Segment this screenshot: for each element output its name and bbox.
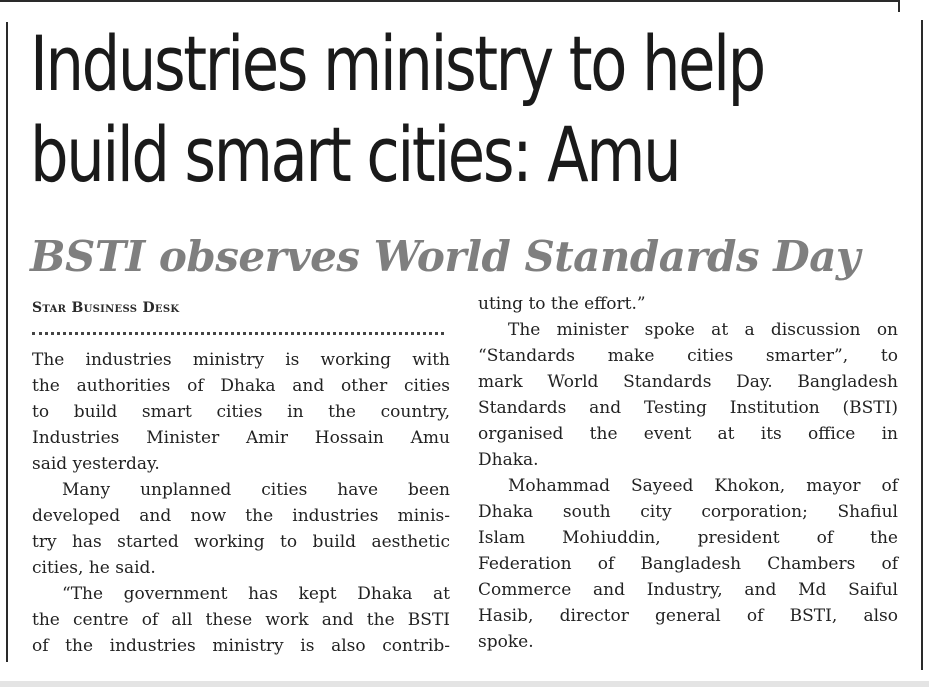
- text-line: try has started working to build aesthetic: [32, 532, 450, 552]
- text-line: said yesterday.: [32, 454, 160, 474]
- text-line: Commerce and Industry, and Md Saiful: [478, 580, 898, 600]
- bottom-edge: [0, 681, 929, 687]
- top-border: [0, 0, 898, 2]
- text-line: the authorities of Dhaka and other cities: [32, 376, 450, 396]
- text-line: Hasib, director general of BSTI, also: [478, 606, 898, 626]
- headline-line-2: build smart cities: Amu: [30, 110, 680, 199]
- text-line: Federation of Bangladesh Chambers of: [478, 554, 898, 574]
- text-line: Standards and Testing Institution (BSTI): [478, 398, 898, 418]
- right-border-outer: [898, 0, 900, 12]
- text-line: the centre of all these work and the BSTI: [32, 610, 450, 630]
- headline: [30, 18, 764, 200]
- text-line: The industries ministry is working with: [32, 350, 450, 370]
- right-border-inner: [921, 20, 923, 670]
- text-line: of the industries ministry is also contrib-: [32, 636, 450, 656]
- text-line: Mohammad Sayeed Khokon, mayor of: [508, 476, 898, 496]
- text-line: mark World Standards Day. Bangladesh: [478, 372, 898, 392]
- text-line: cities, he said.: [32, 558, 156, 578]
- text-line: The minister spoke at a discussion on: [508, 320, 898, 340]
- text-line: “Standards make cities smarter”, to: [478, 346, 898, 366]
- text-line: Many unplanned cities have been: [62, 480, 450, 500]
- text-line: Dhaka south city corporation; Shafiul: [478, 502, 898, 522]
- text-line: developed and now the industries minis-: [32, 506, 450, 526]
- subheadline: BSTI observes World Standards Day: [30, 232, 860, 281]
- article-column-right: [478, 291, 898, 655]
- article-column-left: [32, 347, 450, 659]
- left-border: [6, 22, 8, 662]
- text-line: Dhaka.: [478, 450, 539, 470]
- text-line: Industries Minister Amir Hossain Amu: [32, 428, 450, 448]
- text-line: spoke.: [478, 632, 534, 652]
- text-line: to build smart cities in the country,: [32, 402, 450, 422]
- dotted-divider: [32, 332, 444, 335]
- text-line: Islam Mohiuddin, president of the: [478, 528, 898, 548]
- text-line: “The government has kept Dhaka at: [62, 584, 450, 604]
- text-line: uting to the effort.”: [478, 294, 646, 314]
- byline: Star Business Desk: [32, 300, 180, 316]
- text-line: organised the event at its office in: [478, 424, 898, 444]
- headline-line-1: Industries ministry to help: [30, 19, 764, 108]
